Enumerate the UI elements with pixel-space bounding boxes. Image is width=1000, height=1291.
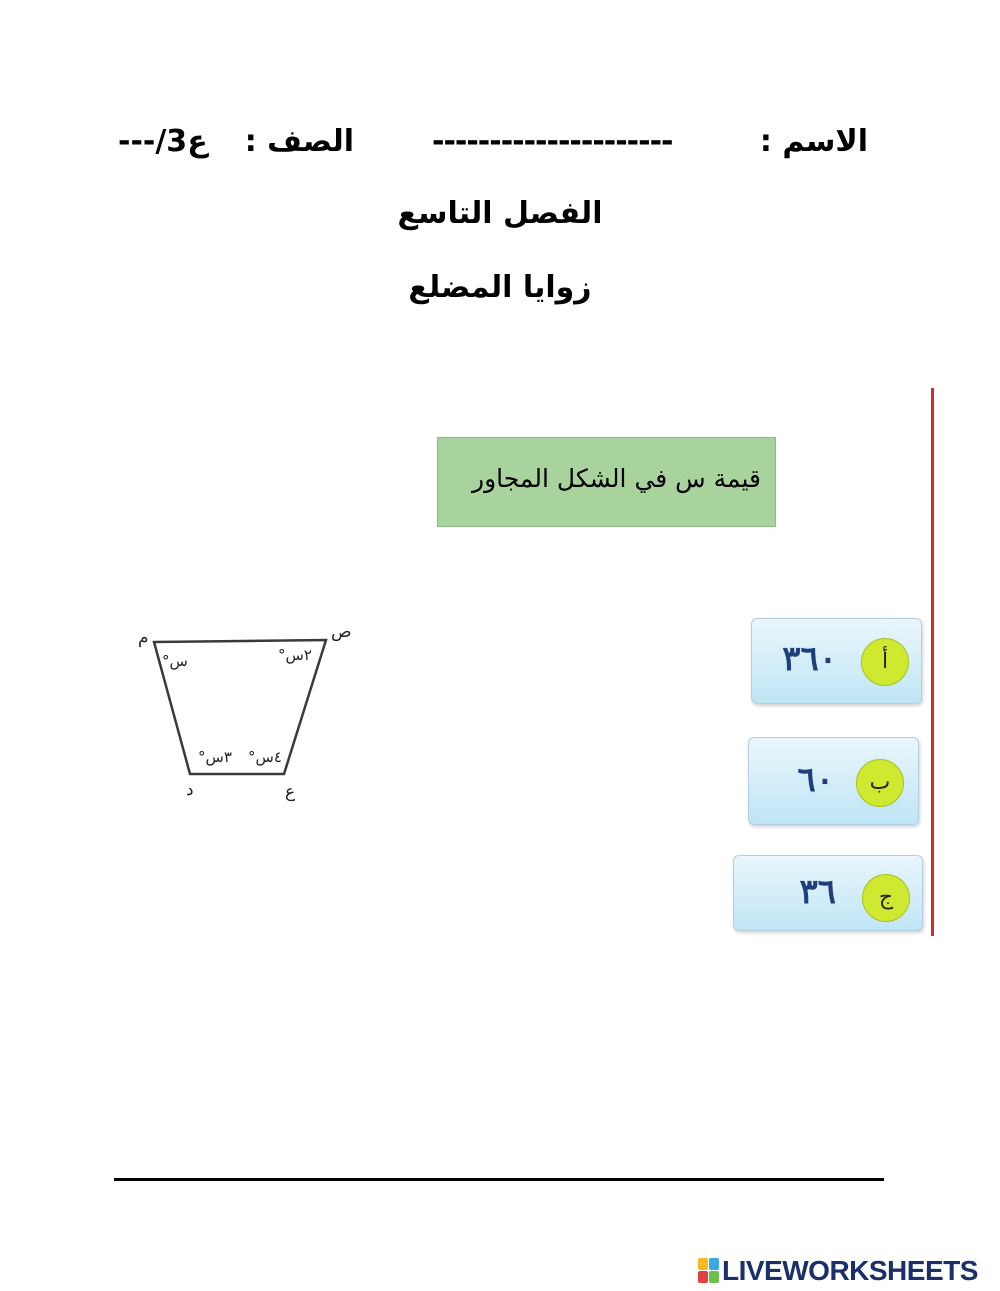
question-prompt: قيمة س في الشكل المجاور: [437, 437, 776, 527]
vertex-label-bottom-right: ع: [285, 782, 296, 802]
logo-tile: [709, 1271, 719, 1283]
answer-option-c[interactable]: [733, 855, 923, 931]
logo-tile: [698, 1271, 708, 1283]
lesson-title: زوايا المضلع: [408, 270, 592, 305]
liveworksheets-logo: [698, 1255, 978, 1285]
class-label: الصف :: [244, 124, 354, 159]
option-value: ٣٦: [799, 872, 836, 912]
option-value: ٣٦٠: [782, 639, 837, 679]
logo-tile: [698, 1258, 708, 1270]
vertex-label-bottom-left: د: [186, 780, 194, 800]
option-letter-badge: ب: [856, 759, 904, 807]
class-value: ---/3ع: [118, 124, 208, 159]
chapter-title: الفصل التاسع: [397, 196, 603, 231]
angle-label-top-right: ٢س°: [278, 646, 312, 664]
option-value: ٦٠: [797, 760, 834, 800]
angle-label-top-left: س°: [162, 652, 188, 670]
option-letter-badge: أ: [861, 638, 909, 686]
divider-line: [114, 1178, 884, 1181]
angle-label-bottom-left: ٣س°: [198, 748, 232, 766]
logo-text: LIVEWORKSHEETS: [722, 1255, 978, 1286]
answer-option-b[interactable]: [748, 737, 919, 825]
vertex-label-top-left: م: [138, 628, 149, 648]
logo-tiles-icon: [698, 1258, 720, 1284]
accent-bar: [931, 388, 934, 936]
option-letter-badge: ج: [862, 874, 910, 922]
angle-label-bottom-right: ٤س°: [248, 748, 282, 766]
logo-tile: [709, 1258, 719, 1270]
name-label: الاسم :: [759, 124, 868, 159]
vertex-label-top-right: ص: [331, 622, 352, 642]
name-blank[interactable]: ---------------------: [432, 124, 673, 159]
answer-option-a[interactable]: [751, 618, 922, 704]
